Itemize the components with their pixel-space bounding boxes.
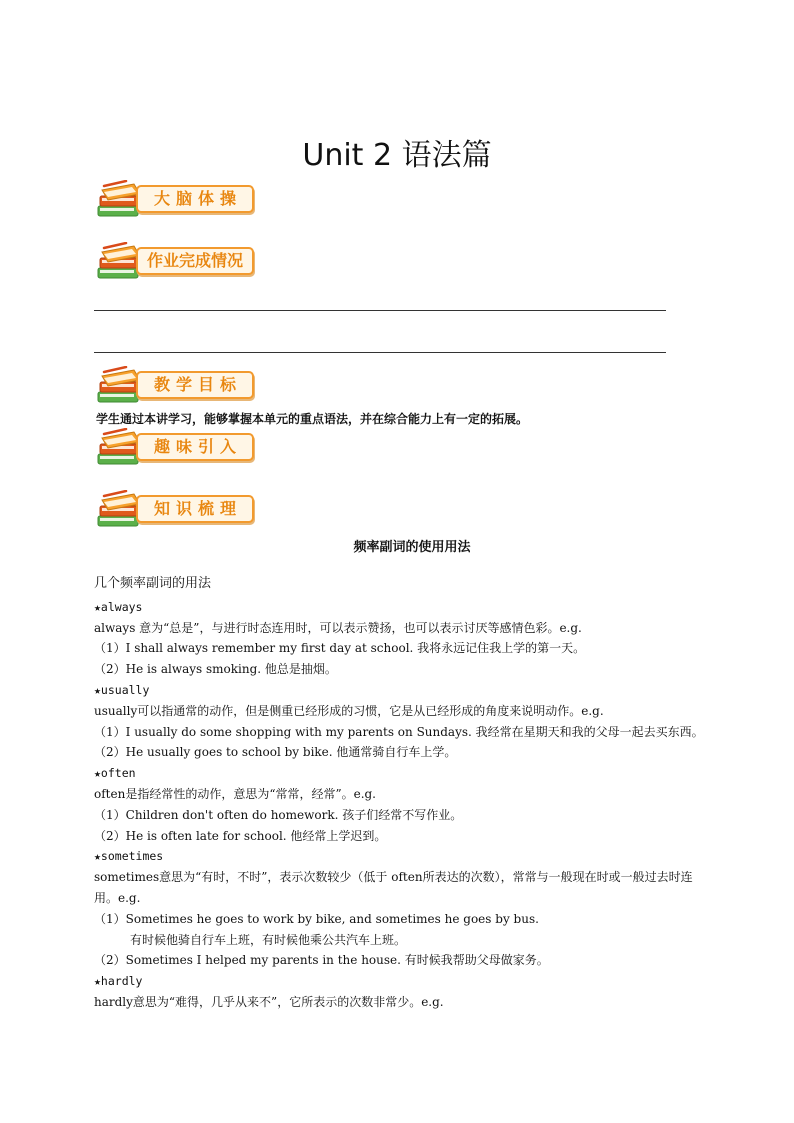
heading-sometimes: ★sometimes [94,849,164,864]
intro-line: 几个频率副词的用法 [94,576,212,591]
badge-homework-status [96,242,260,282]
badge-teaching-goals [96,366,260,406]
page-title: Unit 2 语法篇 [302,138,492,173]
heading-hardly: ★hardly [94,974,143,989]
example-line: （2）He is often late for school. 他经常上学迟到。 [94,828,387,843]
badge-knowledge-review [96,490,260,530]
goal-text: 学生通过本讲学习，能够掌握本单元的重点语法，并在综合能力上有一定的拓展。 [96,412,529,426]
translation-line: 有时候他骑自行车上班，有时候他乘公共汽车上班。 [130,932,407,947]
example-line: （2）He usually goes to school by bike. 他通常骑自行车上学。 [94,745,457,760]
badge-label: 趣味引入 [136,433,254,461]
example-line: （1）Sometimes he goes to work by bike, and sometimes he goes by bus. [94,911,539,926]
heading-often: ★often [94,766,136,781]
example-line: （2）Sometimes I helped my parents in the house. 有时候我帮助父母做家务。 [94,953,549,968]
badge-label: 知识梳理 [136,495,254,523]
example-line: （1）I usually do some shopping with my parents on Sundays. 我经常在星期天和我的父母一起去买东西。 [94,724,704,739]
text-line: always 意为“总是”，与进行时态连用时，可以表示赞扬，也可以表示讨厌等感情色彩。e.g. [94,620,582,635]
text-line: usually可以指通常的动作，但是侧重已经形成的习惯，它是从已经形成的角度来说明动作。e.g. [94,703,604,718]
example-line: （1）I shall always remember my first day at school. 我将永远记住我上学的第一天。 [94,641,586,656]
badge-label: 作业完成情况 [136,247,254,275]
badge-label: 大脑体操 [136,185,254,213]
heading-always: ★always [94,599,143,614]
answer-line-1 [94,310,666,311]
heading-usually: ★usually [94,682,150,697]
badge-brain-exercise [96,180,260,220]
body-content [94,574,706,1013]
text-line: often是指经常性的动作，意思为“常常，经常”。e.g. [94,786,377,801]
section-subtitle: 频率副词的使用用法 [353,540,471,555]
text-line: sometimes意思为“有时，不时”，表示次数较少（低于 often所表达的次数），常常与一般现在时或一般过去时连用。e.g. [94,870,693,905]
answer-line-2 [94,352,666,353]
example-line: （2）He is always smoking. 他总是抽烟。 [94,662,337,677]
badge-label: 教学目标 [136,371,254,399]
badge-fun-intro [96,428,260,468]
text-line: hardly意思为“难得，几乎从来不”，它所表示的次数非常少。e.g. [94,994,444,1009]
example-line: （1）Children don't often do homework. 孩子们经常不写作业。 [94,807,463,822]
